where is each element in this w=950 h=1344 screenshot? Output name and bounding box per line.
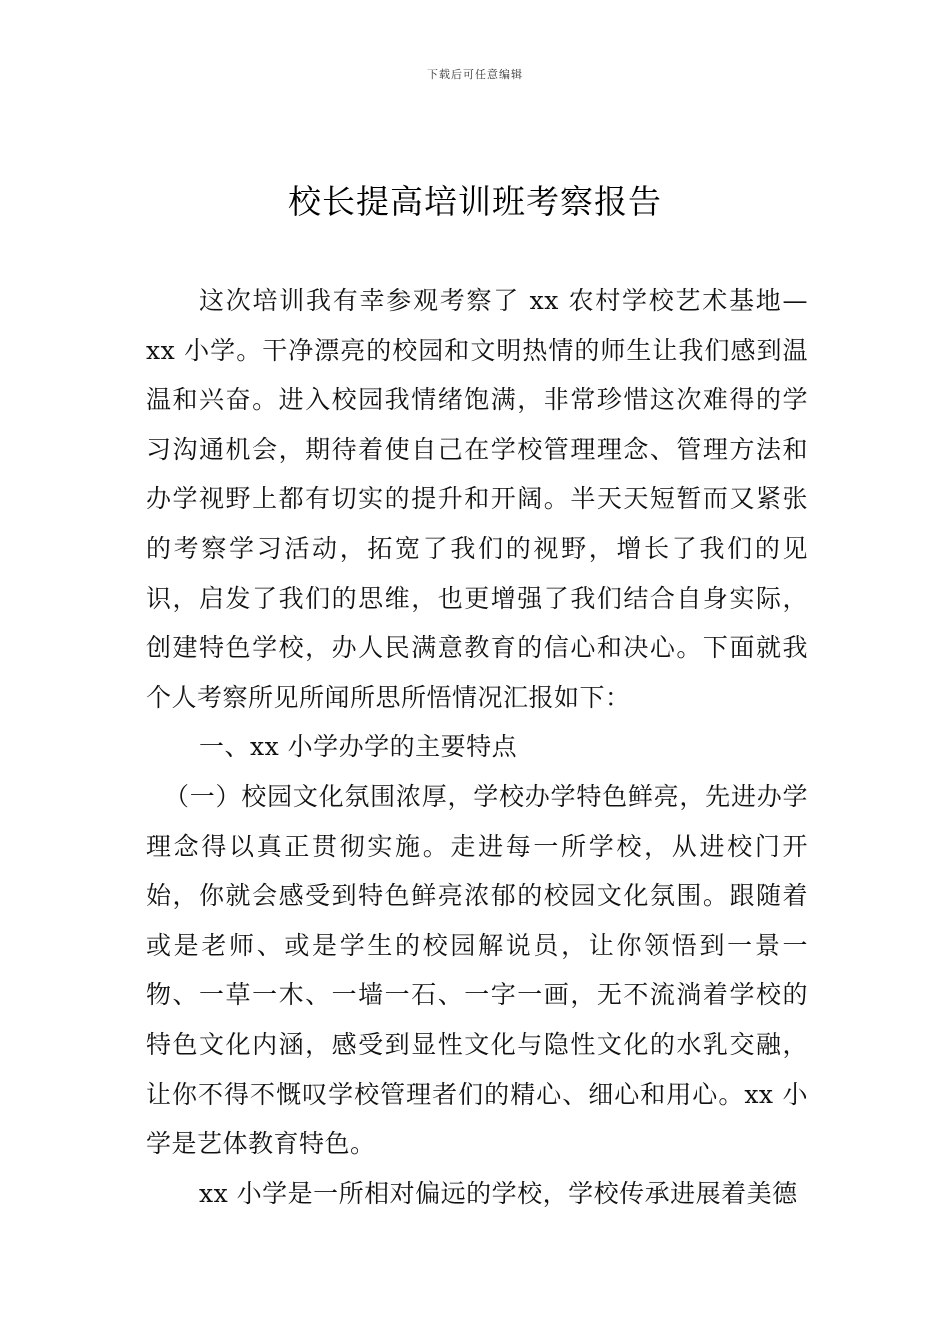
document-title: 校长提高培训班考察报告 xyxy=(288,182,662,221)
intro-paragraph: 这次培训我有幸参观考察了 xx 农村学校艺术基地—xx 小学。干净漂亮的校园和文明热情的师生让我们感到温温和兴奋。进入校园我情绪饱满，非常珍惜这次难得的学习沟通机会，期待着使自己在学校管理理念、管理方法和办学视野上都有切实的提升和开阔。半天天短暂而又紧张的考察学习活动，拓宽了我们的视野，增长了我们的见识，启发了我们的思维，也更增强了我们结合自身实际，创建特色学校，办人民满意教育的信心和决心。下面就我个人考察所见所闻所思所悟情况汇报如下： xyxy=(146,286,808,712)
header-note: 下载后可任意编辑 xyxy=(427,68,523,81)
continuation-paragraph: xx 小学是一所相对偏远的学校，学校传承进展着美德 xyxy=(199,1178,798,1208)
subsection-paragraph: （一）校园文化氛围浓厚，学校办学特色鲜亮，先进办学理念得以真正贯彻实施。走进每一所学校，从进校门开始，你就会感受到特色鲜亮浓郁的校园文化氛围。跟随着或是老师、或是学生的校园解说员，让你领悟到一景一物、一草一木、一墙一石、一字一画，无不流淌着学校的特色文化内涵，感受到显性文化与隐性文化的水乳交融，让你不得不慨叹学校管理者们的精心、细心和用心。xx 小学是艺体教育特色。 xyxy=(146,781,808,1159)
section-heading: 一、xx 小学办学的主要特点 xyxy=(199,732,518,762)
document-body xyxy=(146,276,808,1218)
